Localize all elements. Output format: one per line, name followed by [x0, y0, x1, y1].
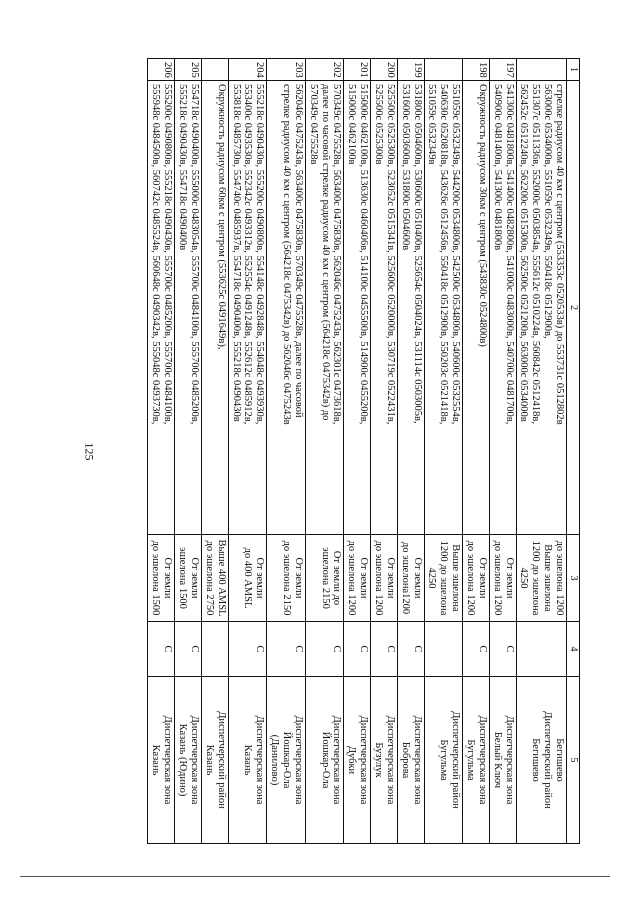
vertical-limits-line: до эшелона 2750: [203, 540, 215, 616]
boundary-coordinates-line: 525500с 0525300в: [372, 84, 384, 165]
boundary-coordinates-line: 540630с 0520818в, 543626с 0512456в, 550418с 0512900в, 550203с 0521418в,: [438, 84, 450, 425]
zone-name-line: Бузулук: [372, 742, 384, 778]
table-row: [148, 59, 175, 844]
boundary-coordinates-line: 553818с 0485730в, 554740с 0485937в, 554718с 0490400в, 555218с 0490430в: [230, 84, 242, 422]
vertical-limits-line: От земли: [188, 557, 200, 599]
table-row: [267, 59, 306, 844]
vertical-limits-line: От земли: [476, 557, 488, 599]
vertical-limits-line: 4250: [426, 567, 438, 589]
airspace-class: C: [463, 622, 490, 677]
boundary-coordinates-line: 515000с 0462100в: [346, 84, 358, 165]
page-bottom-rule: [20, 876, 610, 877]
vertical-limits: [175, 535, 202, 622]
vertical-limits: [489, 535, 516, 622]
zone-number: 204: [228, 59, 267, 81]
zone-name: [148, 677, 175, 844]
zone-number: 199: [397, 59, 424, 81]
boundary-coordinates-line: 553400с 0493530в, 552342с 0493312в, 552554с 0491248в, 552612с 0485912в,: [242, 84, 254, 425]
boundary-coordinates-line: стрелке радиусом 40 км с центром (553353с 0520533в) до 553731с 0512802в: [554, 84, 565, 425]
page-number: 125: [82, 442, 97, 461]
boundary-coordinates-line: 551059с 0532349в, 544200с 0534800в, 542500с 0534800в, 540600с 0532554в,: [450, 84, 462, 425]
zone-name-line: Диспетчерская зона: [384, 715, 396, 805]
table-row: [305, 59, 344, 844]
zone-number: 205: [175, 59, 202, 81]
vertical-limits-line: Выше 400 AMSL: [215, 539, 227, 617]
boundary-coordinates-line: 541300с 0481800в, 541400с 0482800в, 541000с 0483000в, 540700с 0481700в,: [503, 84, 515, 425]
zone-name: [175, 677, 202, 844]
airspace-class: C: [305, 622, 344, 677]
vertical-limits-line: эшелона 1500: [177, 547, 189, 609]
airspace-class: [424, 622, 463, 677]
vertical-limits-line: От земли: [384, 557, 396, 599]
boundary-coordinates: [344, 81, 371, 535]
zone-name: [201, 677, 228, 844]
zone-name-line: Диспетчерский район: [215, 711, 227, 809]
boundary-coordinates-line: 562452с 0512240в, 562200с 0515300в, 562500с 0521200в, 563000с 0534000в: [518, 84, 530, 422]
header-col-3: 3: [567, 535, 580, 622]
boundary-coordinates: [148, 81, 175, 535]
boundary-coordinates: [228, 81, 267, 535]
zone-name-line: Диспетчерский район: [450, 711, 462, 809]
airspace-class: C: [397, 622, 424, 677]
zone-name-line: Казань (Юдино): [177, 723, 189, 797]
zone-name: [397, 677, 424, 844]
boundary-coordinates: [267, 81, 306, 535]
boundary-coordinates: [463, 81, 490, 535]
vertical-limits-line: От земли: [503, 557, 515, 599]
zone-name: [305, 677, 344, 844]
vertical-limits-line: до эшелона1200: [399, 541, 411, 615]
table-row: [371, 59, 398, 844]
boundary-coordinates-line: 570349с 0475528в: [307, 84, 319, 165]
zone-name-line: Бегишево: [554, 738, 565, 782]
header-col-4: 4: [567, 622, 580, 677]
zone-number: [424, 59, 463, 81]
zone-number: 200: [371, 59, 398, 81]
vertical-limits: [267, 535, 306, 622]
boundary-coordinates: [397, 81, 424, 535]
airspace-class: C: [148, 622, 175, 677]
vertical-limits-line: до эшелона 1200: [346, 540, 358, 616]
vertical-limits-line: От земли: [162, 557, 174, 599]
zone-name: [228, 677, 267, 844]
header-col-1: 1: [567, 59, 580, 81]
boundary-coordinates-line: 555218с 0490430в, 555200с 0490800в, 554148с 0492848в, 554048с 0493930в,: [254, 84, 266, 425]
vertical-limits: [397, 535, 424, 622]
vertical-limits-line: до эшелона 1200: [464, 540, 476, 616]
airspace-class: C: [489, 622, 516, 677]
boundary-coordinates-line: Окружность радиусом 30км с центром (543830с 0524800в): [476, 84, 488, 347]
boundary-coordinates: [175, 81, 202, 535]
boundary-coordinates-line: 563000с 0534000в, 551059с 0532349в, 550418с 0512900в,: [542, 84, 554, 339]
zone-number: 203: [267, 59, 306, 81]
airspace-class: C: [267, 622, 306, 677]
airspace-class: C: [344, 622, 371, 677]
table-body: [148, 59, 567, 844]
vertical-limits: [424, 535, 463, 622]
table-row: [344, 59, 371, 844]
boundary-coordinates: [371, 81, 398, 535]
boundary-coordinates: [516, 81, 566, 535]
table-row: [463, 59, 490, 844]
vertical-limits-line: до эшелона 1500: [150, 540, 162, 616]
zone-number: 202: [305, 59, 344, 81]
vertical-limits-line: до эшелона 1200: [491, 540, 503, 616]
boundary-coordinates-line: 551307с 0511336в, 552000с 0503854в, 555612с 0510224в, 560842с 0512418в,: [530, 84, 542, 424]
zone-name-line: Бегишево: [530, 738, 542, 782]
zone-name-line: Диспетчерская зона: [358, 715, 370, 805]
zone-name-line: Диспетчерская зона: [411, 715, 423, 805]
boundary-coordinates-line: 525500с 0525300в, 523052с 0515341в, 525600с 0520000в, 530719с 0522431в,: [384, 84, 396, 425]
vertical-limits-line: 1200 до эшелона: [530, 540, 542, 616]
zone-name: [344, 677, 371, 844]
zone-name-line: Диспетчерская зона: [188, 715, 200, 805]
boundary-coordinates: [305, 81, 344, 535]
zone-name-line: Йошкар-Ола: [319, 731, 331, 789]
zone-name: [463, 677, 490, 844]
vertical-limits-line: до эшелона 2150: [280, 540, 292, 616]
vertical-limits: [201, 535, 228, 622]
boundary-coordinates-line: 555218с 0490430в, 554718с 0490400в: [177, 84, 189, 251]
airspace-class: C: [175, 622, 202, 677]
airspace-class: [201, 622, 228, 677]
vertical-limits-line: От земли: [254, 557, 266, 599]
zone-number: [201, 59, 228, 81]
zone-name-line: Белый Ключ: [491, 731, 503, 789]
zone-name-line: Казань: [242, 744, 254, 776]
rotated-table-container: [110, 58, 580, 843]
table-row: [489, 59, 516, 844]
airspace-class: C: [228, 622, 267, 677]
vertical-limits: [344, 535, 371, 622]
header-col-2: 2: [567, 81, 580, 535]
boundary-coordinates-line: Окружность радиусом 60км с центром (553625с 0491649в),: [215, 84, 227, 350]
zone-number: [516, 59, 566, 81]
vertical-limits-line: От земли: [292, 557, 304, 599]
table-row: [175, 59, 202, 844]
airspace-zones-table: [148, 58, 581, 844]
boundary-coordinates-line: 515000с 0462100в, 513630с 0460406в, 514100с 0455500в, 514900с 0455200в,: [358, 84, 370, 425]
vertical-limits-line: до эшелона 1200: [554, 540, 565, 616]
zone-name: [489, 677, 516, 844]
table-row: [424, 59, 463, 844]
zone-name-line: Дубки: [346, 745, 358, 775]
vertical-limits-line: 1200 до эшелона: [438, 540, 450, 616]
zone-name-line: Диспетчерская зона: [503, 715, 515, 805]
zone-name-line: Йошкар-Ола: [280, 731, 292, 789]
airspace-class: [516, 622, 566, 677]
zone-number: 197: [489, 59, 516, 81]
table-row: [397, 59, 424, 844]
boundary-coordinates-line: 570349с 0475528в, 563400с 0475830в, 562046с 0475243в, 562301с 0473618в,: [331, 84, 343, 425]
boundary-coordinates: [424, 81, 463, 535]
table-header-row: [567, 59, 580, 844]
zone-name-line: Диспетчерская зона: [331, 715, 343, 805]
zone-name-line: Боброва: [399, 741, 411, 779]
boundary-coordinates-line: 540900с 0481400в, 541300с 0481800в: [491, 84, 503, 251]
zone-number: 198: [463, 59, 490, 81]
zone-name: [516, 677, 566, 844]
boundary-coordinates-line: 531800с 0504600в, 530600с 0510400в, 525654с 0504024в, 531114с 0503005в,: [411, 84, 423, 424]
boundary-coordinates-line: 554718с 0490400в, 555000с 0483054в, 555700с 0484100в, 555700с 0485200в,: [188, 84, 200, 425]
vertical-limits: [371, 535, 398, 622]
zone-name-line: Казань: [203, 744, 215, 776]
boundary-coordinates: [489, 81, 516, 535]
boundary-coordinates-line: 555200с 0490800в, 555218с 0490430в, 555700с 0485200в, 555700с 0484100в,: [162, 84, 174, 425]
zone-name: [424, 677, 463, 844]
zone-name: [371, 677, 398, 844]
boundary-coordinates-line: далее по часовой стрелке радиусом 40 км с центром (564218с 0475342в) до: [319, 84, 331, 421]
vertical-limits-line: От земли: [411, 557, 423, 599]
airspace-class: C: [371, 622, 398, 677]
zone-name-line: Диспетчерская зона: [254, 715, 266, 805]
vertical-limits-line: до эшелона 1200: [372, 540, 384, 616]
boundary-coordinates-line: 531600с 0503600в, 531800с 0504600в: [399, 84, 411, 251]
vertical-limits-line: От земли: [358, 557, 370, 599]
vertical-limits: [228, 535, 267, 622]
zone-number: 201: [344, 59, 371, 81]
zone-name-line: Диспетчерский район: [542, 711, 554, 809]
zone-name-line: Бугульма: [464, 739, 476, 781]
vertical-limits: [148, 535, 175, 622]
vertical-limits: [516, 535, 566, 622]
boundary-coordinates-line: 551059с 0532349в: [426, 84, 438, 165]
table-row: [201, 59, 228, 844]
zone-number: 206: [148, 59, 175, 81]
boundary-coordinates: [201, 81, 228, 535]
zone-name-line: Диспетчерская зона: [162, 715, 174, 805]
header-col-5: 5: [567, 677, 580, 844]
vertical-limits-line: Выше эшелона: [450, 544, 462, 612]
table-row: [228, 59, 267, 844]
vertical-limits: [305, 535, 344, 622]
vertical-limits-line: От земли до: [331, 550, 343, 606]
boundary-coordinates-line: 555948с 0484500в, 560742с 0485524в, 560648с 0490342в, 555048с 0493730в,: [150, 84, 162, 425]
vertical-limits: [463, 535, 490, 622]
vertical-limits-line: 4250: [518, 567, 530, 589]
zone-name-line: Диспетчерская зона: [476, 715, 488, 805]
zone-name-line: (Даниловo): [269, 734, 281, 786]
zone-name: [267, 677, 306, 844]
zone-name-line: Бугульма: [438, 739, 450, 781]
boundary-coordinates-line: стрелке радиусом 40 км с центром (564218с 0475342в) до 562046с 0475243в: [280, 84, 292, 425]
boundary-coordinates-line: 562046с 0475243в, 563400с 0475830в, 570349с 0475528в, далее по часовой: [292, 84, 304, 418]
vertical-limits-line: Выше эшелона: [542, 544, 554, 612]
vertical-limits-line: до 400 AMSL: [242, 547, 254, 609]
table-row: [516, 59, 566, 844]
zone-name-line: Диспетчерская зона: [292, 715, 304, 805]
zone-name-line: Казань: [150, 744, 162, 776]
vertical-limits-line: эшелона 2150: [319, 547, 331, 609]
